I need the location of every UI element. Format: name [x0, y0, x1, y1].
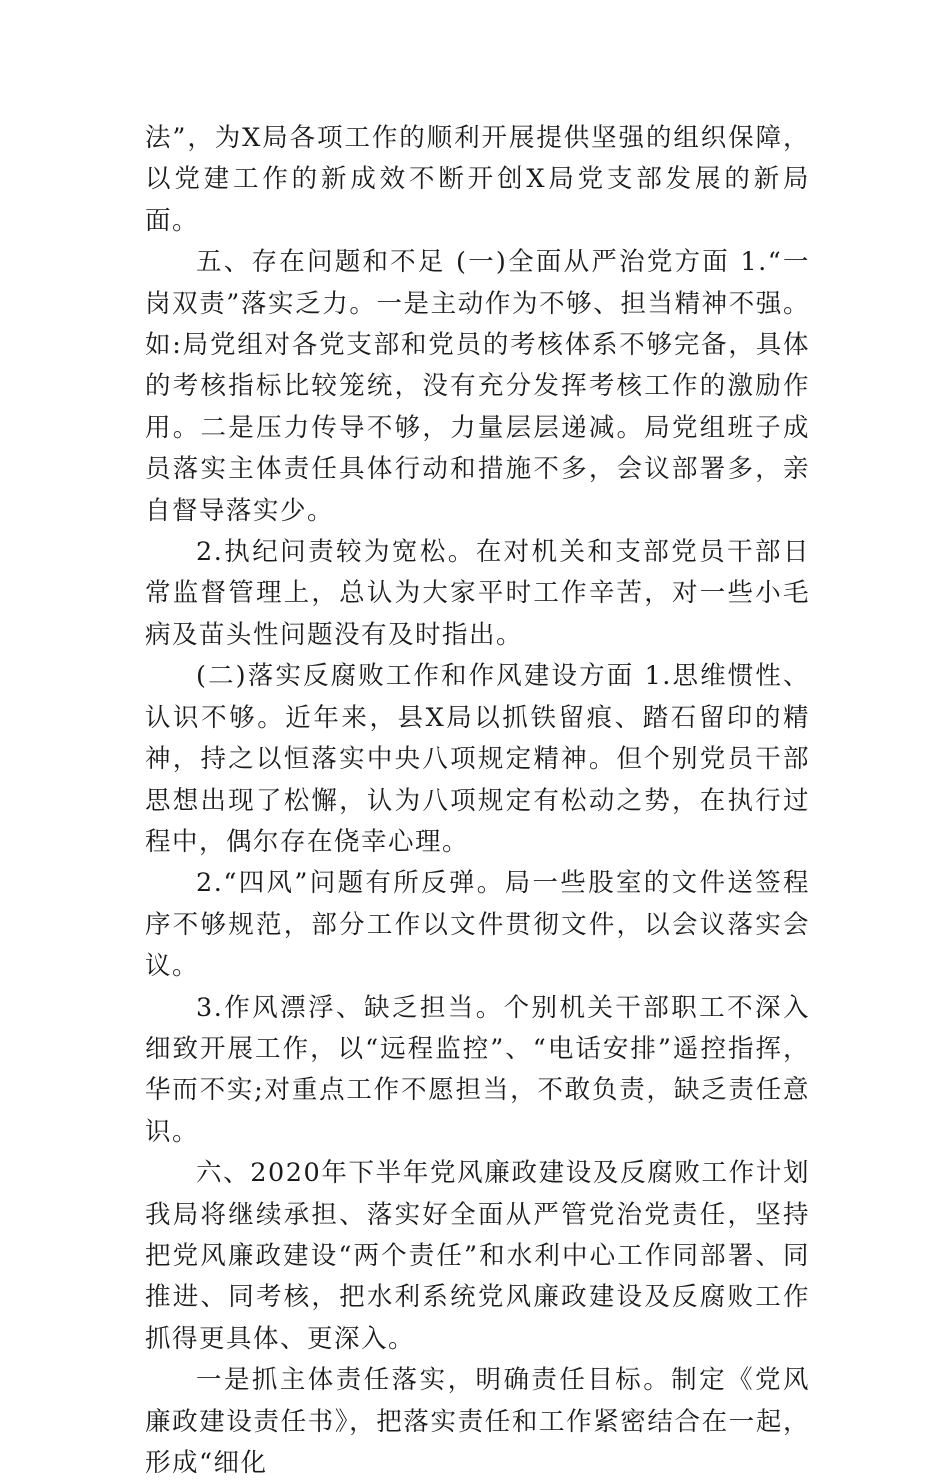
paragraph-6: 3.作风漂浮、缺乏担当。个别机关干部职工不深入细致开展工作，以“远程监控”、“电话安排”遥控指挥，华而不实;对重点工作不愿担当，不敢负责，缺乏责任意识。 — [145, 992, 810, 1147]
paragraph-7: 六、2020年下半年党风廉政建设及反腐败工作计划 我局将继续承担、落实好全面从严管党治党责任，坚持把党风廉政建设“两个责任”和水利中心工作同部署、同推进、同考核，把水利系统党风廉政建设及反腐败工作抓得更具体、更深入。 — [145, 1158, 810, 1354]
paragraph-2: 五、存在问题和不足 (一)全面从严治党方面 1.“一岗双责”落实乏力。一是主动作为不够、担当精神不强。如:局党组对各党支部和党员的考核体系不够完备，具体的考核指标比较笼统，没有充分发挥考核工作的激励作用。二是压力传导不够，力量层层递减。局党组班子成员落实主体责任具体行动和措施不多，会议部署多，亲自督导落实少。 — [145, 247, 810, 526]
paragraph-4: (二)落实反腐败工作和作风建设方面 1.思维惯性、认识不够。近年来，县X局以抓铁留痕、踏石留印的精神，持之以恒落实中央八项规定精神。但个别党员干部思想出现了松懈，认为八项规定有松动之势，在执行过程中，偶尔存在侥幸心理。 — [145, 661, 810, 857]
paragraph-8: 一是抓主体责任落实，明确责任目标。制定《党风廉政建设责任书》，把落实责任和工作紧密结合在一起，形成“细化 — [145, 1365, 810, 1478]
paragraph-3: 2.执纪问责较为宽松。在对机关和支部党员干部日常监督管理上，总认为大家平时工作辛苦，对一些小毛病及苗头性问题没有及时指出。 — [145, 537, 810, 650]
paragraph-1: 法”，为X局各项工作的顺利开展提供坚强的组织保障，以党建工作的新成效不断开创X局党支部发展的新局面。 — [145, 123, 810, 236]
paragraph-5: 2.“四风”问题有所反弹。局一些股室的文件送签程序不够规范，部分工作以文件贯彻文件，以会议落实会议。 — [145, 868, 810, 982]
body-text — [145, 118, 810, 1484]
